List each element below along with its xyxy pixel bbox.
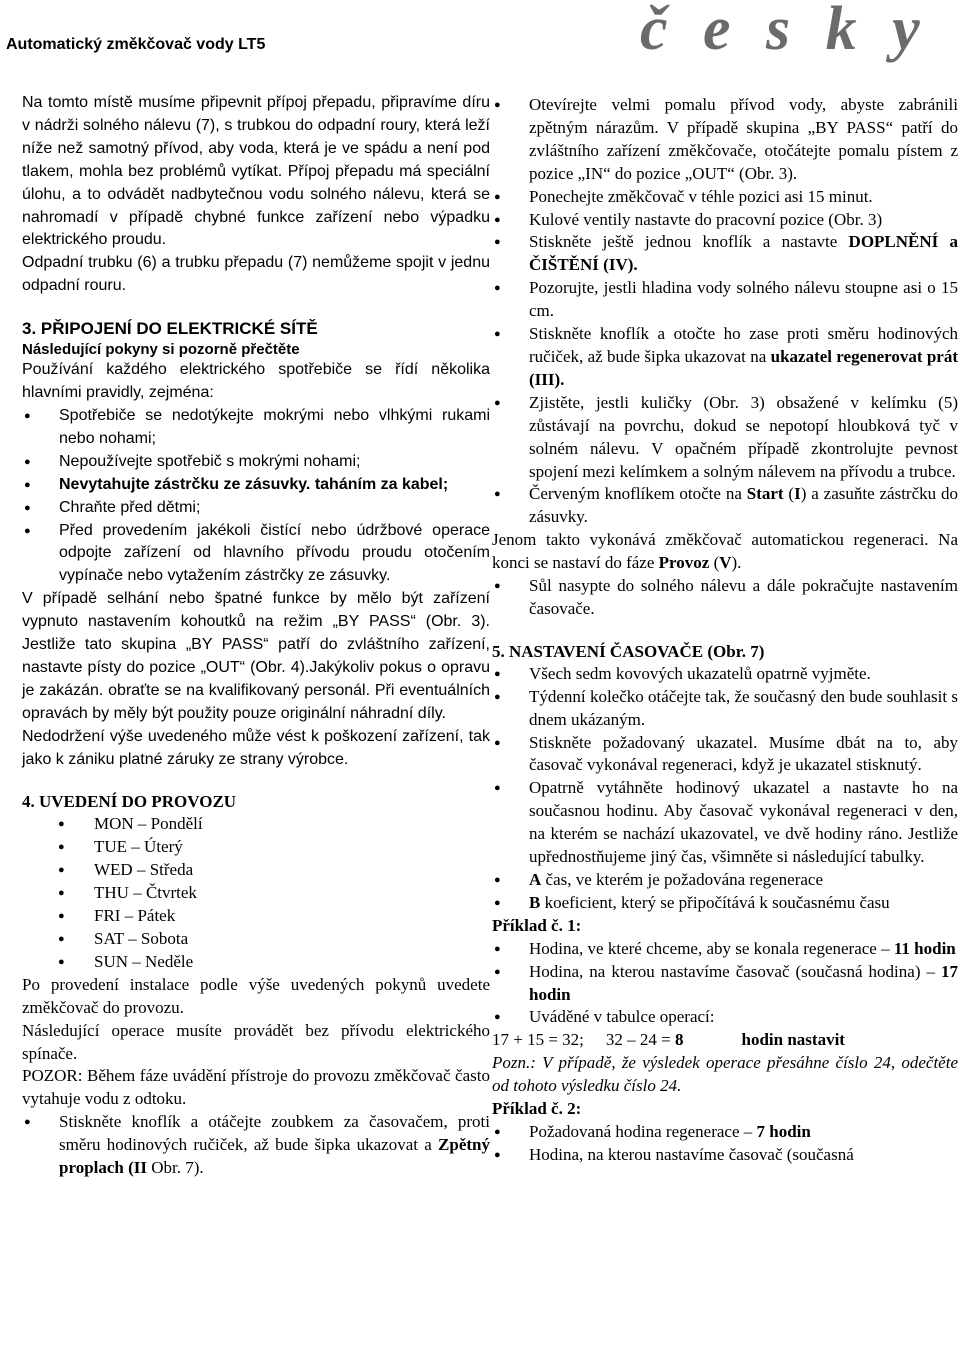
section-3-intro: Používání každého elektrického spotřebiče se řídí několika hlavními pravidly, zejména: [22,361,490,402]
list-item: ● SUN – Neděle [22,951,490,974]
language-label: č e s k y [640,0,930,63]
safety-rules-list [22,405,490,588]
list-item: ● Nevytahujte zástrčku ze zásuvky. taháním za kabel; [22,474,490,497]
list-item: ● TUE – Úterý [22,836,490,859]
note-paragraph: Pozn.: V případě, že výsledek operace přesáhne číslo 24, odečtěte od tohoto výsledku číslo 24. [492,1053,958,1096]
section-4-paragraph: Po provedení instalace podle výše uvedených pokynů uvedete změkčovač do provozu. [22,974,490,1017]
list-item: ● Týdenní kolečko otáčejte tak, že současný den bude souhlasit s dnem ukázaným. [492,686,958,732]
list-item: ● Před provedením jakékoli čistící nebo údržbové operace odpojte zařízení od hlavního přívodu proudu otočením vypínače nebo vytažením zástrčky ze zásuvky. [22,520,490,589]
list-item: ● SAT – Sobota [22,928,490,951]
list-item: ● Stiskněte knoflík a otočte ho zase proti směru hodinových ručiček, až bude šipka ukazovat na ukazatel regenerovat prát (III). [492,323,958,392]
example-1-list [492,938,958,1030]
days-list [22,813,490,973]
list-item: ● Stiskněte ještě jednou knoflík a nastavte DOPLNĚNÍ a ČIŠTĚNÍ (IV). [492,231,958,277]
list-item: ● Hodina, na kterou nastavíme časovač (současná hodina) – 17 hodin [492,961,958,1007]
list-item: ● Požadovaná hodina regenerace – 7 hodin [492,1121,958,1144]
list-item: ● Otevírejte velmi pomalu přívod vody, abyste zabránili zpětným nárazům. V případě skupina „BY PASS“ patří do zvláštního zařízení změkčovače, otočátejte pomalu pístem z pozice „IN“ do pozice „OUT“ (Obr. 3). [492,94,958,186]
section-4-heading: 4. UVEDENÍ DO PROVOZU [22,792,237,812]
section-3-heading: 3. PŘIPOJENÍ DO ELEKTRICKÉ SÍTĚ [22,319,318,339]
step-list [22,1111,490,1180]
overflow-paragraph: Na tomto místě musíme připevnit přípoj přepadu, připravíme díru v nádrži solného nálevu (7), s trubkou do odpadní roury, která leží níže než samotný přívod, aby voda, která je ve spádu a není pod tlakem, mohla bez problémů vytíkat. Přípoj přepadu má speciální úlohu, a to odvádět nadbytečnou vodu solného nálevu, která se nahromadí v případě chybné funkce zařízení nebo výpadku elektrického proudu. [22,94,490,249]
left-column [22,92,490,1180]
list-item: ● B koeficient, který se připočítává k současnému času [492,892,958,915]
section-3-subheading: Následující pokyny si pozorně přečtěte [22,341,300,359]
document-title: Automatický změkčovač vody LT5 [6,36,266,53]
list-item: ● Kulové ventily nastavte do pracovní pozice (Obr. 3) [492,209,958,232]
malfunction-paragraph: V případě selhání nebo špatné funkce by mělo být zařízení vypnuto nastavením kohoutků na režim „BY PASS“ (Obr. 3). Jestliže tato skupina „BY PASS“ patří do zvláštního zařízení, nastavte písty do pozice „OUT“ (Obr. 4).Jakýkoliv pokus o opravu je zakázán. obraťte se na kvalifikovaný personál. Při eventuálních opravách by měly být použity pouze originální náhradní díly. [22,590,490,722]
example-2-heading: Příklad č. 2: [492,1099,582,1119]
calculation-line: 17 + 15 = 32; 32 – 24 = 8 hodin nastavit [492,1030,845,1050]
list-item: ● Hodina, ve které chceme, aby se konala regenerace – 11 hodin [492,938,958,961]
section-4-warning: POZOR: Během fáze uvádění přístroje do provozu změkčovač často vytahuje vodu z odtoku. [22,1066,490,1109]
list-item: ● Všech sedm kovových ukazatelů opatrně vyjměte. [492,663,958,686]
list-item: ● FRI – Pátek [22,905,490,928]
list-item: ● Sůl nasypte do solného nálevu a dále pokračujte nastavením časovače. [492,575,958,621]
overflow-note: Odpadní trubku (6) a trubku přepadu (7) nemůžeme spojit v jednu odpadní rouru. [22,254,490,295]
example-2-list [492,1121,958,1167]
list-item: ● Hodina, na kterou nastavíme časovač (současná [492,1144,958,1167]
list-item: ● Červeným knoflíkem otočte na Start (I) a zasuňte zástrčku do zásuvky. [492,483,958,529]
list-item: ● MON – Pondělí [22,813,490,836]
list-item: ● Uváděné v tabulce operací: [492,1006,958,1029]
list-item: ● Nepoužívejte spotřebič s mokrými nohami; [22,451,490,474]
list-item: ● A čas, ve kterém je požadována regenerace [492,869,958,892]
right-column [492,94,958,1167]
list-item: ● WED – Středa [22,859,490,882]
section-4-paragraph: Následující operace musíte provádět bez přívodu elektrického spínače. [22,1020,490,1063]
timer-steps [492,663,958,915]
regeneration-paragraph: Jenom takto vykonává změkčovač automatickou regeneraci. Na konci se nastaví do fáze Provoz (V). [492,530,958,573]
example-1-heading: Příklad č. 1: [492,915,582,935]
list-item: ● THU – Čtvrtek [22,882,490,905]
warranty-paragraph: Nedodržení výše uvedeného může vést k poškození zařízení, tak jako k zániku platné záruky ze strany výrobce. [22,727,490,768]
list-item: ● Ponechejte změkčovač v téhle pozici asi 15 minut. [492,186,958,209]
list-item: ● Opatrně vytáhněte hodinový ukazatel a nastavte ho na současnou hodinu. Aby časovač vykonával regeneraci v den, na kterém se nachází ukazovatel, ve dvě hodiny ráno. Jestliže upřednostňujeme jiný čas, všimněte si následující tabulky. [492,777,958,869]
list-item: ● Spotřebiče se nedotýkejte mokrými nebo vlhkými rukami nebo nohami; [22,405,490,451]
salt-step [492,575,958,621]
section-5-heading: 5. NASTAVENÍ ČASOVAČE (Obr. 7) [492,641,765,661]
list-item: ● Stiskněte knoflík a otáčejte zoubkem za časovačem, proti směru hodinových ručiček, až bude šipka ukazovat a Zpětný proplach (II Obr. 7). [22,1111,490,1180]
commissioning-steps [492,94,958,529]
list-item: ● Zjistěte, jestli kuličky (Obr. 3) obsažené v kelímku (5) zůstávají na povrchu, dokud se nepotopí hloubková tyč v solném nálevu. V opačném případě zkontrolujte pevnost spojení mezi kelímkem a solným nálevem na přívodu a trubce. [492,392,958,484]
list-item: ● Stiskněte požadovaný ukazatel. Musíme dbát na to, aby časovač vykonával regeneraci, když je ukazatel stisknutý. [492,732,958,778]
list-item: ● Pozorujte, jestli hladina vody solného nálevu stoupne asi o 15 cm. [492,277,958,323]
list-item: ● Chraňte před dětmi; [22,497,490,520]
